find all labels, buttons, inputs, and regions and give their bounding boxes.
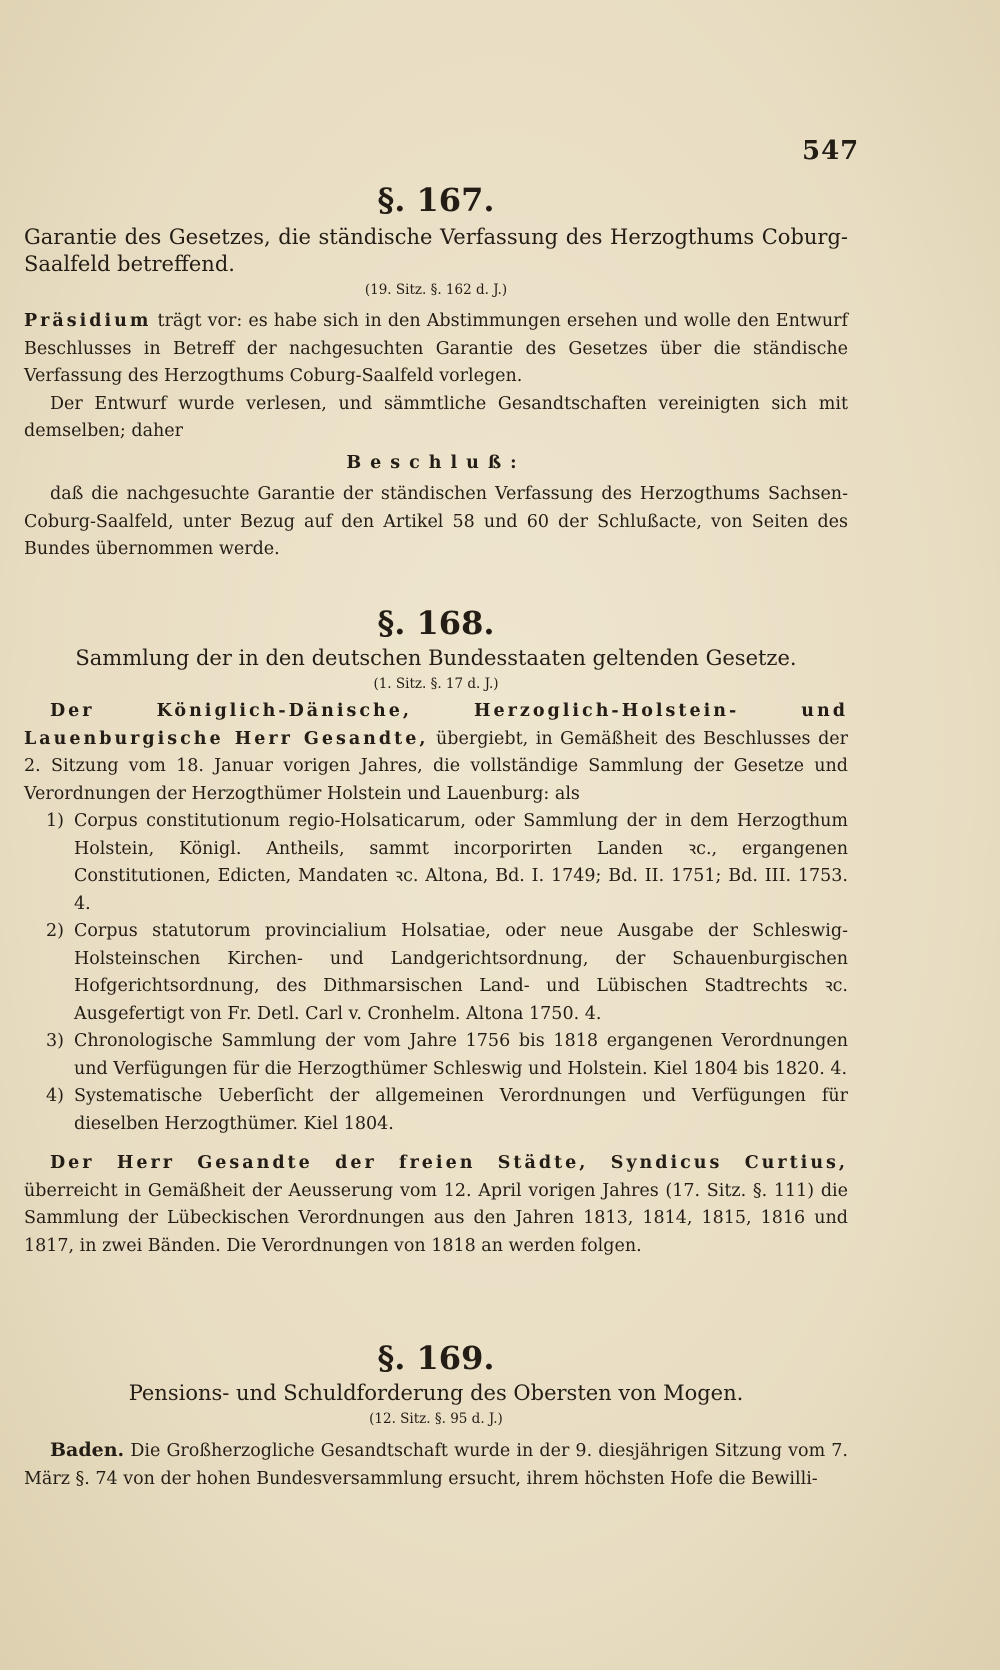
paragraph: [24, 698, 848, 808]
section-heading: §. 169.: [377, 1339, 495, 1377]
paragraph-text: Die Großherzogliche Gesandtschaft wurde in der 9. diesjährigen Sitzung vom 7. März §. 74 von der hohen Bundesversammlung ersucht, ihrem höchsten Hofe die Bewilli-: [24, 1441, 848, 1489]
paragraph: [24, 1437, 848, 1493]
section-reference: (19. Sitz. §. 162 d. J.): [364, 282, 508, 298]
section-heading: §. 168.: [377, 604, 495, 642]
paragraph: daß die nachgesuchte Garantie der ständischen Verfassung des Herzogthums Sachsen-Coburg-Saalfeld, unter Bezug auf den Artikel 58 und 60 der Schlußacte, von Seiten des Bundes übernommen werde.: [24, 484, 848, 559]
list-number: 2): [46, 921, 64, 941]
paragraph: Der Entwurf wurde verlesen, und sämmtliche Gesandtschaften vereinigten sich mit demselben; daher: [24, 393, 848, 441]
list-item: [24, 1083, 848, 1138]
section-title: Sammlung der in den deutschen Bundesstaaten geltenden Gesetze.: [75, 646, 797, 670]
paragraph-lead: Präsidium: [24, 311, 152, 331]
list-number: 3): [46, 1031, 64, 1051]
resolution-heading: Beschluß:: [346, 452, 526, 473]
list-item: [24, 1028, 848, 1083]
section-169: [24, 1338, 848, 1493]
law-collection-list: [24, 808, 848, 1138]
list-number: 4): [46, 1086, 64, 1106]
paragraph: [24, 308, 848, 391]
paragraph-lead: Baden.: [50, 1439, 125, 1461]
section-167: [24, 180, 848, 564]
list-item: [24, 918, 848, 1028]
section-heading: §. 167.: [377, 181, 495, 219]
section-reference: (1. Sitz. §. 17 d. J.): [373, 676, 499, 692]
list-number: 1): [46, 811, 64, 831]
list-item-text: Systematische Ueberſicht der allgemeinen Verordnungen und Verfügungen für dieselben Herzogthümer. Kiel 1804.: [74, 1086, 848, 1134]
section-title: Garantie des Gesetzes, die ständische Verfassung des Herzogthums Coburg-Saalfeld betreffend.: [24, 225, 848, 276]
list-item-text: Chronologische Sammlung der vom Jahre 1756 bis 1818 ergangenen Verordnungen und Verfügungen für die Herzogthümer Schleswig und Holstein. Kiel 1804 bis 1820. 4.: [74, 1031, 848, 1079]
paragraph: [24, 1150, 848, 1260]
paragraph-text: trägt vor: es habe sich in den Abstimmungen ersehen und wolle den Entwurf Beschlusses in Betreff der nachgesuchten Garantie des Gesetzes über die ständische Verfassung des Herzogthums Coburg-Saalfeld vorlegen.: [24, 311, 848, 386]
section-168: [24, 603, 848, 1260]
paragraph-lead: Der Königlich-Dänische, Herzoglich-Holstein- und Lauenburgische Herr Gesandte,: [24, 701, 848, 749]
paragraph-text: übergiebt, in Gemäßheit des Beschlusses der 2. Sitzung vom 18. Januar vorigen Jahres, die vollständige Sammlung der Gesetze und Verordnungen der Herzogthümer Holstein und Lauenburg: als: [24, 728, 848, 804]
page-number: 547: [802, 136, 860, 166]
list-item: [24, 808, 848, 918]
paragraph-text: überreicht in Gemäßheit der Aeusserung vom 12. April vorigen Jahres (17. Sitz. §. 111) die Sammlung der Lübeckischen Verordnungen aus den Jahren 1813, 1814, 1815, 1816 und 1817, in zwei Bänden. Die Verordnungen von 1818 an werden folgen.: [24, 1180, 848, 1256]
list-item-text: Corpus constitutionum regio-Holsaticarum, oder Sammlung der in dem Herzogthum Holstein, Königl. Antheils, sammt incorporirten Landen ꝛc., ergangenen Constitutionen, Edicten, Mandaten ꝛc. Altona, Bd. I. 1749; Bd. II. 1751; Bd. III. 1753. 4.: [74, 811, 848, 914]
paragraph-lead: Der Herr Gesandte der freien Städte, Syndicus Curtius,: [50, 1153, 848, 1173]
list-item-text: Corpus statutorum provincialium Holsatiae, oder neue Ausgabe der Schleswig-Holsteinschen Kirchen- und Landgerichtsordnung, der Schauenburgischen Hofgerichtsordnung, des Dithmarsischen Land- und Lübischen Stadtrechts ꝛc. Ausgefertigt von Fr. Detl. Carl v. Cronhelm. Altona 1750. 4.: [74, 921, 848, 1024]
section-reference: (12. Sitz. §. 95 d. J.): [369, 1411, 503, 1427]
section-title: Pensions- und Schuldforderung des Obersten von Mogen.: [128, 1381, 744, 1405]
